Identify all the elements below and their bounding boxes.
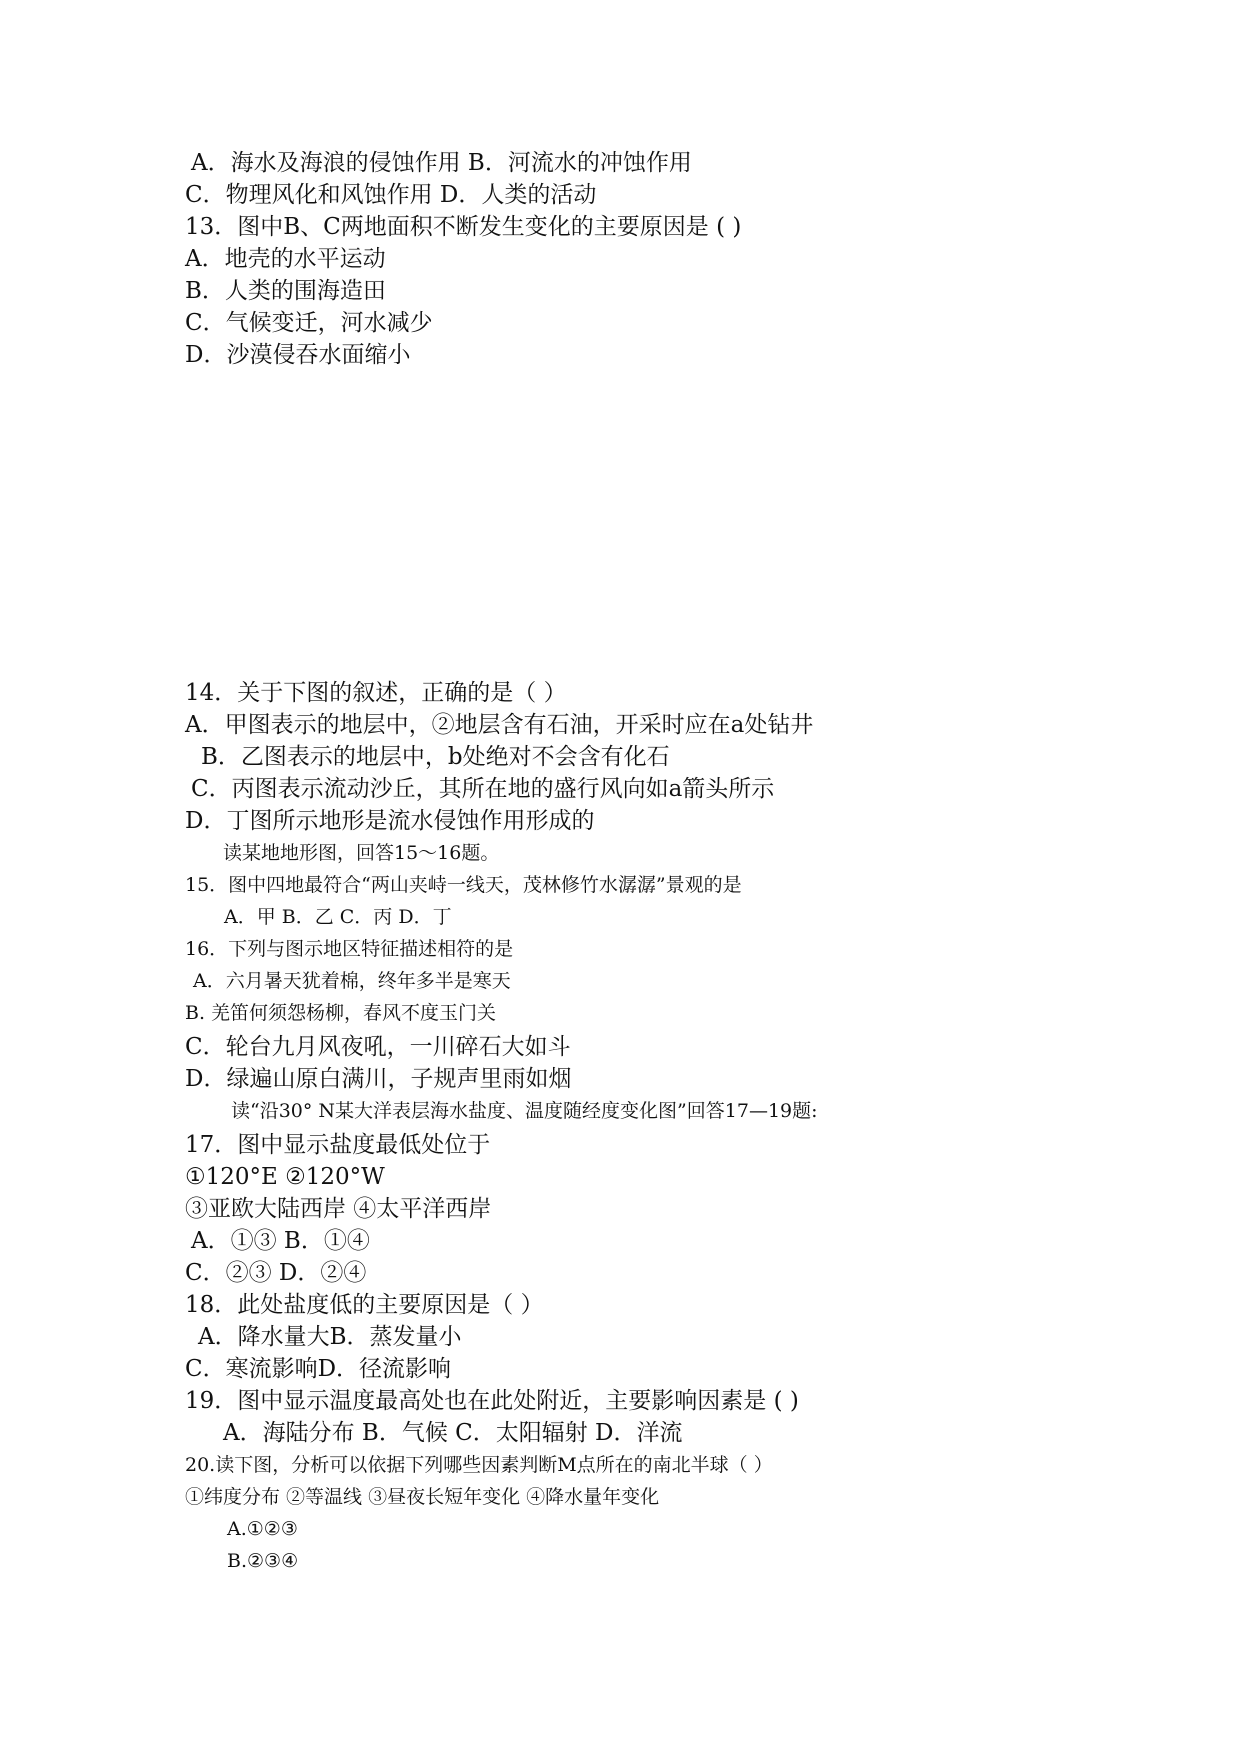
q17-item-34: ③亚欧大陆西岸 ④太平洋西岸 [185, 1196, 492, 1222]
q14-stem: 14．关于下图的叙述，正确的是（ ） [185, 680, 567, 706]
q16-stem: 16．下列与图示地区特征描述相符的是 [185, 938, 514, 960]
q13-option-b: B．人类的围海造田 [185, 278, 386, 304]
q16-option-c: C．轮台九月风夜吼，一川碎石大如斗 [185, 1034, 571, 1060]
q14-option-b: B．乙图表示的地层中，b处绝对不会含有化石 [201, 744, 670, 770]
q18-options-cd: C．寒流影响D．径流影响 [185, 1356, 452, 1382]
q19-options: A．海陆分布 B．气候 C．太阳辐射 D．洋流 [223, 1420, 683, 1446]
q17-options-cd: C．②③ D．②④ [185, 1260, 367, 1286]
q20-option-b: B.②③④ [227, 1550, 299, 1572]
q15-options: A．甲 B．乙 C．丙 D．丁 [224, 906, 452, 928]
q14-option-a: A．甲图表示的地层中，②地层含有石油，开采时应在a处钻井 [185, 712, 814, 738]
q18-options-ab: A．降水量大B．蒸发量小 [198, 1324, 462, 1350]
q15-stem: 15．图中四地最符合“两山夹峙一线天，茂林修竹水潺潺”景观的是 [185, 874, 742, 896]
q17-options-ab: A．①③ B．①④ [191, 1228, 370, 1254]
q20-factors: ①纬度分布 ②等温线 ③昼夜长短年变化 ④降水量年变化 [185, 1486, 660, 1508]
q20-option-a: A.①②③ [227, 1518, 298, 1540]
q13-option-c: C．气候变迁，河水减少 [185, 310, 433, 336]
q15-16-intro: 读某地地形图，回答15～16题。 [223, 842, 500, 864]
q17-19-intro: 读“沿30° N某大洋表层海水盐度、温度随经度变化图”回答17—19题: [231, 1100, 818, 1122]
q17-stem: 17．图中显示盐度最低处位于 [185, 1132, 491, 1158]
q13-option-a: A．地壳的水平运动 [185, 246, 386, 272]
q12-options-cd: C．物理风化和风蚀作用 D．人类的活动 [185, 182, 597, 208]
q19-stem: 19．图中显示温度最高处也在此处附近，主要影响因素是 ( ) [185, 1388, 799, 1414]
q13-stem: 13．图中B、C两地面积不断发生变化的主要原因是 ( ) [185, 214, 742, 240]
q17-item-12: ①120°E ②120°W [185, 1164, 385, 1190]
q13-option-d: D．沙漠侵吞水面缩小 [185, 342, 411, 368]
q16-option-a: A．六月暑天犹着棉，终年多半是寒天 [193, 970, 511, 992]
q16-option-d: D．绿遍山原白满川，子规声里雨如烟 [185, 1066, 572, 1092]
q16-option-b: B. 羌笛何须怨杨柳，春风不度玉门关 [185, 1002, 497, 1024]
q20-stem: 20.读下图，分析可以依据下列哪些因素判断M点所在的南北半球（ ） [185, 1454, 773, 1476]
q12-options-ab: A．海水及海浪的侵蚀作用 B．河流水的冲蚀作用 [191, 150, 692, 176]
q14-option-d: D．丁图所示地形是流水侵蚀作用形成的 [185, 808, 595, 834]
q18-stem: 18．此处盐度低的主要原因是（ ） [185, 1292, 544, 1318]
q14-option-c: C．丙图表示流动沙丘，其所在地的盛行风向如a箭头所示 [191, 776, 775, 802]
